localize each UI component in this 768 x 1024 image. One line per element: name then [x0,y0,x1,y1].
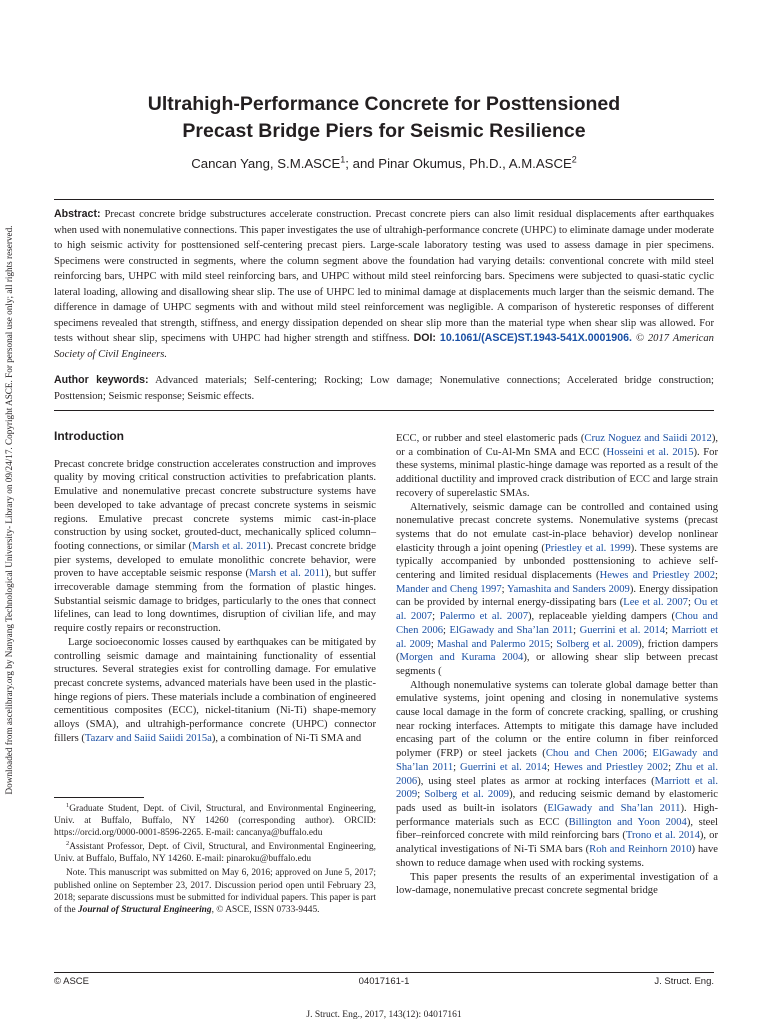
abstract-text: Precast concrete bridge substructures accelerate construction. Precast concrete piers can also limit residual displacements after earthquakes when used with nonemulative connections. This paper investigates the use of ultrahigh-performance concrete (UHPC) to eliminate damage under moderate to high seismic activity for posttensioned self-centering precast piers. Large-scale laboratory testing was used to assess damage in pier specimens. Specimens were constructed in segments, where the column segment above the foundation had varying details: conventional concrete with mild steel reinforcing bars, UHPC with mild steel reinforcing bars, and UHPC without mild steel reinforcing bars. Specimens were subjected to quasi-static cyclic lateral loading, allowing and disallowing shear slip. The use of UHPC led to minimal damage at displacements much larger than the seismic demand. The difference in damage of UHPC segments with and without mild steel reinforcement was negligible. A comparison of hysteretic responses of different specimens revealed that strength, stiffness, and energy dissipation depended on shear slip more than the material type when shear slip was allowed. For tests without shear slip, specimens with UHPC had higher strength and stiffness. [54,209,714,344]
abstract-top-rule [54,199,714,200]
text-run: Large socioeconomic losses caused by earthquakes can be mitigated by controlling seismic damage and maintaining functionality of essential structures. Several strategies exist for controlling damage. For emulative precast concrete systems, advanced materials have been used in the plastic-hinge regions of piers. These materials include a combination of engineered cementitious composites (ECC), nickel-titanium (Ni-Ti) shape-memory alloys (SMA), and ultrahigh-performance concrete (UHPC) connector fillers ( [54,636,376,744]
keywords-label: Author keywords: [54,374,149,386]
doi-label: DOI: [413,332,436,344]
text-run: ; [546,761,554,773]
download-side-note [2,190,16,830]
author-keywords [54,373,714,404]
title-line-2: Precast Bridge Piers for Seismic Resilience [182,120,586,142]
footnote-2 [54,841,376,865]
citation-link[interactable]: Ou et al. 2007 [396,597,719,623]
text-run: ), steel fiber–reinforced concrete with mild reinforcing bars ( [396,816,718,842]
article-number: 04017161-1 [358,976,410,987]
footnote-1-text: Graduate Student, Dept. of Civil, Structural, and Environmental Engineering, Univ. at Buffalo, Buffalo, NY 14260 (corresponding author). ORCID: https://orcid.org/0000-0001-8596-2265. E-mail: cancanya@buffalo.edu [54,804,376,839]
citation-link[interactable]: Hewes and Priestley 2002 [599,570,716,582]
citation-link[interactable]: Hosseini et al. 2015 [606,446,694,458]
side-note-text: Downloaded from ascelibrary.org by Nanyang Technological University- Library on 09/24/17. Copyright ASCE. For personal use only; all rights reserved. [4,225,14,795]
citation-link[interactable]: Lee et al. 2007 [623,597,688,609]
text-run: Precast concrete bridge construction accelerates construction and improves quality by moving critical construction activities to prefabrication plants. Emulative and nonemulative precast concrete substructure systems have been developed to take advantage of precast concrete systems in seismic regions. Emulative precast concrete systems mimic cast-in-place construction by using socket, grouted-duct, mechanically spliced column–footing connections, or similar ( [54,458,376,552]
issn-text: , © ASCE, ISSN 0733-9445. [211,904,320,915]
text-run: Alternatively, seismic damage can be controlled and contained using nonemulative precast concrete systems. Nonemulative systems (precast systems that do not emulate cast-in-place behavior) develop nonlinear elasticity through a joint opening ( [396,501,718,554]
text-run: ), or a combination of Cu-Al-Mn SMA and ECC ( [396,433,718,458]
right-column [396,432,718,898]
text-run: ; [644,748,653,760]
manuscript-note [54,867,376,915]
text-run: ), or analytical investigations of Ni-Ti SMA bars ( [396,830,719,856]
author-separator: ; and [345,156,379,171]
text-run: ). High-performance materials such as ECC ( [396,802,718,828]
text-run: This paper presents the results of an experimental investigation of a low-damage, nonemulative precast concrete segmental bridge [396,871,718,897]
footnote-2-mark: 2 [66,840,70,848]
citation-link[interactable]: Morgen and Kurama 2004 [399,652,524,664]
citation-link[interactable]: Solberg et al. 2009 [424,789,510,801]
author-1: Cancan Yang, S.M.ASCE [191,156,341,171]
citation-link[interactable]: Cruz Noguez and Saiidi 2012 [584,433,712,444]
citation-link[interactable]: Chou and Chen 2006 [396,611,718,636]
citation-link[interactable]: Marsh et al. 2011 [191,540,268,552]
title-line-1: Ultrahigh-Performance Concrete for Posttensioned [147,93,621,115]
text-run: ; [687,597,695,609]
journal-abbreviation: J. Struct. Eng. [654,976,714,987]
citation-link[interactable]: Trono et al. 2014 [625,830,700,842]
text-run: ), a combination of Ni-Ti SMA and [211,732,362,744]
text-run: ). These systems are typically accompanied by unbonded posttensioning to achieve self-centering and limited residual displacements ( [396,542,718,582]
author-1-affiliation-mark: 1 [340,154,346,165]
text-run: ECC, or rubber and steel elastomeric pads ( [396,433,585,444]
intro-paragraph-4 [396,501,718,679]
footnote-rule [54,797,144,798]
citation-link[interactable]: Marsh et al. 2011 [249,568,325,580]
text-run: ; [668,761,676,773]
text-run: ). Precast concrete bridge pier systems, developed to emulate monolithic concrete behavior, were proven to have acceptable seismic response ( [54,540,376,580]
left-column [54,430,376,745]
citation-link[interactable]: Hewes and Priestley 2002 [553,761,669,773]
footnote-1-mark: 1 [66,801,70,809]
citation-link[interactable]: ElGawady and Sha’lan 2011 [547,802,681,814]
text-run: ), replaceable yielding dampers ( [528,611,676,623]
text-run: ; [665,624,672,636]
citation-link[interactable]: Tazarv and Saiid Saiidi 2015a [84,732,212,744]
citation-link[interactable]: Marriott et al. 2009 [396,624,719,650]
text-run: ; [501,583,508,595]
intro-paragraph-2 [54,636,376,746]
abstract-bottom-rule [54,410,714,411]
doi-link[interactable]: 10.1061/(ASCE)ST.1943-541X.0001906. [439,332,632,344]
citation-link[interactable]: Billington and Yoon 2004 [568,816,687,828]
citation-link[interactable]: Roh and Reinhorn 2010 [589,844,692,856]
citation-link[interactable]: Priestley et al. 1999 [544,542,631,554]
citation-link[interactable]: Yamashita and Sanders 2009 [507,583,630,595]
citation-link[interactable]: ElGawady and Sha’lan 2011 [396,748,718,773]
citation-link[interactable]: Marriott et al. 2009 [396,775,719,801]
intro-paragraph-6 [396,871,718,898]
citation-line: J. Struct. Eng., 2017, 143(12): 04017161 [306,1010,462,1020]
text-run: ; [430,638,438,650]
text-run: ), using steel plates as armor at rocking interfaces ( [417,775,655,787]
text-run: ), or allowing shear slip between precast segments ( [396,652,718,677]
citation-link[interactable]: Mander and Cheng 1997 [396,583,502,595]
text-run: ; [432,611,440,623]
text-run: ; [715,570,718,582]
text-run: ), and reducing seismic demand by elastomeric pads used as built-in isolators ( [396,789,718,814]
author-2-affiliation-mark: 2 [571,154,577,165]
text-run: ) have shown to reduce damage when used with rocking systems. [396,844,718,869]
citation-link[interactable]: ElGawady and Sha’lan 2011 [449,624,574,636]
text-run: ; [417,789,425,801]
citation-link[interactable]: Zhu et al. 2006 [396,761,719,787]
abstract-label: Abstract: [54,208,101,220]
text-run: ; [453,761,461,773]
intro-paragraph-5 [396,679,718,871]
text-run: ), friction dampers ( [396,638,719,664]
footnotes [54,803,376,918]
text-run: Although nonemulative systems can tolerate global damage better than emulative systems, joint opening and closing in nonemulative systems cause local damage in the form of concrete cracking, spalling, or crushing near rocking interfaces. Attempts to mitigate this damage have included encasing part of the column or the entire column in fiber reinforced polymer (FRP) or steel jackets ( [396,679,718,760]
footer-rule [54,972,714,973]
citation-link[interactable]: Chou and Chen 2006 [545,748,645,760]
note-text: Note. This manuscript was submitted on May 6, 2016; approved on June 5, 2017; published online on September 23, 2017. Discussion period open until February 23, 2018; separate discussions must be submitted for individual papers. This paper is part of the [54,868,376,915]
intro-paragraph-1 [54,458,376,636]
intro-paragraph-3 [396,432,718,501]
author-list [40,156,728,171]
citation-link[interactable]: Guerrini et al. 2014 [460,761,547,773]
section-heading-introduction: Introduction [54,429,124,443]
publisher-mark: © ASCE [54,976,89,987]
citation-link[interactable]: Palermo et al. 2007 [439,611,529,623]
footnote-2-text: Assistant Professor, Dept. of Civil, Structural, and Environmental Engineering, Univ. at Buffalo, Buffalo, NY 14260. E-mail: pinaroku@buffalo.edu [54,842,376,865]
journal-name: Journal of Structural Engineering [77,904,212,915]
text-run: ; [550,638,557,650]
keywords-text: Advanced materials; Self-centering; Rocking; Low damage; Nonemulative connections; Accelerated bridge construction; Posttension; Seismic response; Seismic effects. [54,375,714,402]
copyright-notice: © 2017 American Society of Civil Engineers. [54,333,714,360]
citation-link[interactable]: Guerrini et al. 2014 [579,624,666,636]
footnote-1 [54,803,376,839]
text-run: ). For these systems, minimal plastic-hinge damage was reported as a result of the additional ductility and improved crack distribution of ECC and large strain recovery of superelastic SMAs. [396,446,718,499]
text-run: ; [443,624,450,636]
page-footer [54,976,714,990]
text-run: ). Energy dissipation can be provided by internal energy-dissipating bars ( [396,583,718,609]
abstract [54,207,714,362]
citation-link[interactable]: Solberg et al. 2009 [556,638,639,650]
author-2: Pinar Okumus, Ph.D., A.M.ASCE [378,156,572,171]
citation-link[interactable]: Mashal and Palermo 2015 [437,638,551,650]
text-run: ), but suffer irrecoverable damage stemming from the formation of plastic hinges. Substantial seismic damage to bridges, particularly to the ones that connect lifelines, can lead to long downtimes, disruption of civilian life, and may require costly repairs or reconstruction. [54,568,376,635]
text-run: ; [573,624,580,636]
paper-title [40,91,728,145]
